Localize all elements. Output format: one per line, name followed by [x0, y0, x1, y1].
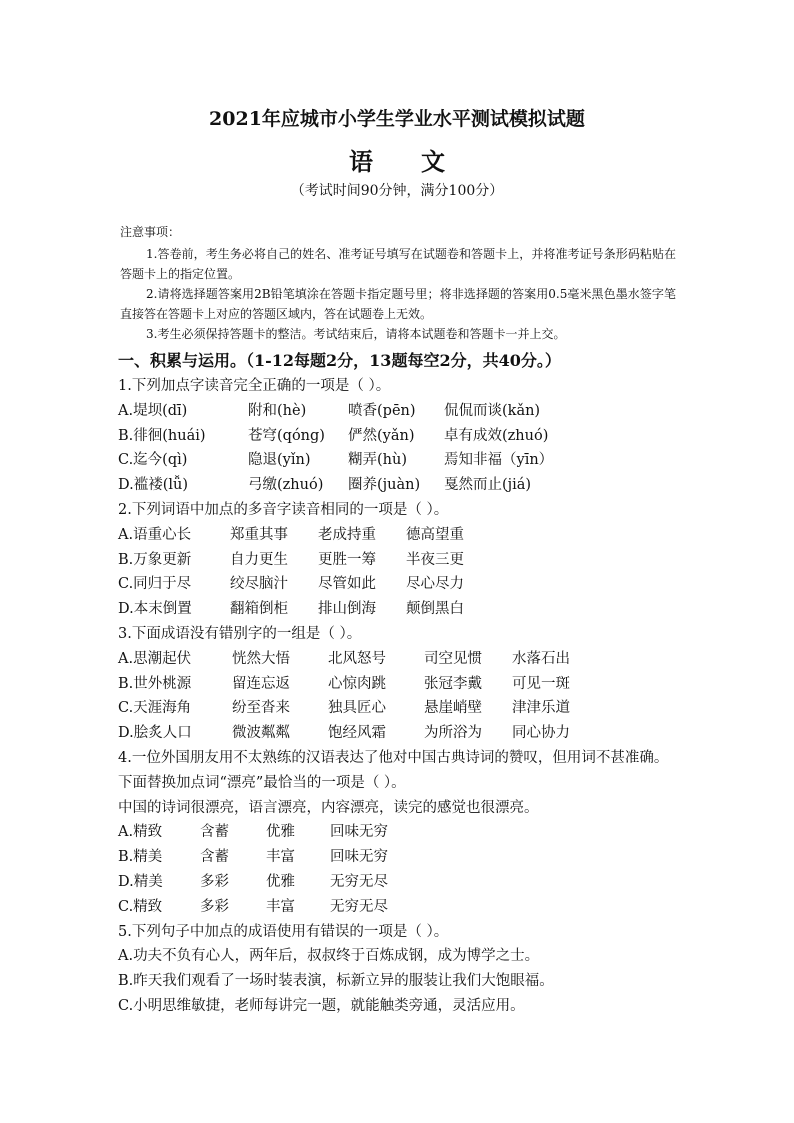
option-row	[118, 572, 678, 597]
option-cell: 圈养(juàn)	[348, 477, 421, 494]
option-row	[118, 448, 678, 473]
option-cell: 无穷无尽	[330, 873, 388, 890]
option-cell: 尽心尽力	[406, 576, 464, 593]
exam-title: 2021年应城市小学生学业水平测试模拟试题	[209, 108, 585, 130]
option-cell: 津津乐道	[512, 700, 570, 717]
option-sentence: B.昨天我们观看了一场时装表演，标新立异的服装让我们大饱眼福。	[118, 973, 554, 990]
option-cell: 微波粼粼	[232, 725, 290, 742]
option-cell: C.迄今(qì)	[118, 452, 188, 469]
option-row	[118, 895, 678, 920]
option-cell: 尽管如此	[318, 576, 376, 593]
option-row	[118, 473, 678, 498]
option-cell: 多彩	[200, 898, 229, 915]
question-stem: 4.一位外国朋友用不太熟练的汉语表达了他对中国古典诗词的赞叹，但用词不甚准确。下面替换加点词“漂亮”最恰当的一项是（ ）。	[118, 749, 669, 791]
option-row	[118, 597, 678, 622]
option-cell: 郑重其事	[230, 526, 288, 543]
option-cell: 翻箱倒柜	[230, 601, 288, 618]
option-cell: 卓有成效(zhuó)	[444, 427, 549, 444]
notes-block	[120, 222, 676, 344]
option-cell: 司空见惯	[424, 650, 482, 667]
option-cell: D.本末倒置	[118, 601, 192, 618]
option-cell: 回味无穷	[330, 849, 388, 866]
option-cell: 回味无穷	[330, 824, 388, 841]
option-row	[118, 672, 678, 697]
option-row	[118, 424, 678, 449]
option-cell: B.徘徊(huái)	[118, 427, 206, 444]
note-item: 1.答卷前，考生务必将自己的姓名、准考证号填写在试题卷和答题卡上，并将准考证号条形码粘贴在答题卡上的指定位置。	[120, 247, 676, 281]
note-item: 3.考生必须保持答题卡的整洁。考试结束后，请将本试题卷和答题卡一并上交。	[146, 327, 566, 341]
option-cell: A.思潮起伏	[118, 650, 192, 667]
option-cell: 同心协力	[512, 725, 570, 742]
option-cell: 侃侃而谈(kǎn)	[444, 402, 541, 419]
option-cell: C.天涯海角	[118, 700, 192, 717]
option-cell: 为所浴为	[424, 725, 482, 742]
option-cell: 绞尽脑汁	[230, 576, 288, 593]
option-cell: 颠倒黑白	[406, 601, 464, 618]
option-cell: 张冠李戴	[424, 675, 482, 692]
option-cell: A.堤坝(dī)	[118, 402, 188, 419]
option-cell: 隐退(yǐn)	[248, 452, 311, 469]
option-cell: 丰富	[266, 849, 295, 866]
option-cell: 含蓄	[200, 849, 229, 866]
notes-heading: 注意事项：	[120, 225, 181, 239]
option-cell: 恍然大悟	[232, 650, 290, 667]
option-row	[118, 820, 678, 845]
option-cell: 弓缴(zhuó)	[248, 477, 324, 494]
option-cell: 更胜一筹	[318, 551, 376, 568]
option-cell: 戛然而止(jiá)	[444, 477, 532, 494]
subject-title: 语文	[349, 147, 493, 176]
option-cell: 苍穹(qóng)	[248, 427, 325, 444]
questions	[118, 374, 678, 1019]
question-stem: 3.下面成语没有错别字的一组是（ ）。	[118, 625, 362, 642]
option-cell: 糊弄(hù)	[348, 452, 407, 469]
option-row	[118, 548, 678, 573]
option-cell: D.精美	[118, 873, 163, 890]
option-cell: 焉知非福（yīn）	[444, 452, 554, 469]
note-item: 2.请将选择题答案用2B铅笔填涂在答题卡指定题号里；将非选择题的答案用0.5毫米黑色墨水签字笔直接答在答题卡上对应的答题区域内，答在试题卷上无效。	[120, 287, 676, 321]
option-cell: 独具匠心	[328, 700, 386, 717]
option-cell: B.世外桃源	[118, 675, 192, 692]
option-row	[118, 647, 678, 672]
option-row	[118, 523, 678, 548]
option-cell: 老成持重	[318, 526, 376, 543]
option-cell: 北风怒号	[328, 650, 386, 667]
option-cell: A.语重心长	[118, 526, 192, 543]
option-cell: A.精致	[118, 824, 163, 841]
option-cell: 附和(hè)	[248, 402, 307, 419]
option-cell: 排山倒海	[318, 601, 376, 618]
time-info: （考试时间90分钟，满分100分）	[290, 183, 504, 199]
option-cell: 优雅	[266, 873, 295, 890]
section-heading: 一、积累与运用。（1-12每题2分，13题每空2分，共40分。）	[118, 351, 561, 370]
quoted-sentence: 中国的诗词很漂亮，语言漂亮，内容漂亮，读完的感觉也很漂亮。	[118, 799, 539, 816]
option-row	[118, 721, 678, 746]
option-cell: 俨然(yǎn)	[348, 427, 415, 444]
option-row	[118, 870, 678, 895]
option-cell: D.褴褛(lǚ)	[118, 477, 189, 494]
option-row	[118, 845, 678, 870]
option-cell: 丰富	[266, 898, 295, 915]
option-cell: C.精致	[118, 898, 163, 915]
option-sentence: C.小明思维敏捷，老师每讲完一题，就能触类旁通，灵活应用。	[118, 997, 525, 1014]
option-cell: 无穷无尽	[330, 898, 388, 915]
option-cell: 含蓄	[200, 824, 229, 841]
option-cell: 饱经风霜	[328, 725, 386, 742]
option-cell: B.精美	[118, 849, 163, 866]
question-stem: 1.下列加点字读音完全正确的一项是（ ）。	[118, 378, 391, 394]
option-cell: 优雅	[266, 824, 295, 841]
option-cell: 心惊肉跳	[328, 675, 386, 692]
option-row	[118, 399, 678, 424]
option-sentence: A.功夫不负有心人，两年后，叔叔终于百炼成钢，成为博学之士。	[118, 948, 540, 965]
option-cell: 留连忘返	[232, 675, 290, 692]
option-cell: 自力更生	[230, 551, 288, 568]
question-stem: 2.下列词语中加点的多音字读音相同的一项是（ ）。	[118, 501, 449, 518]
option-cell: D.脍炙人口	[118, 725, 192, 742]
option-cell: C.同归于尽	[118, 576, 192, 593]
option-cell: 纷至沓来	[232, 700, 290, 717]
option-cell: 德高望重	[406, 526, 464, 543]
option-cell: 多彩	[200, 873, 229, 890]
option-cell: 可见一斑	[512, 675, 570, 692]
option-cell: B.万象更新	[118, 551, 192, 568]
option-cell: 半夜三更	[406, 551, 464, 568]
option-cell: 水落石出	[512, 650, 570, 667]
option-cell: 喷香(pēn)	[348, 402, 416, 419]
option-cell: 悬崖峭壁	[424, 700, 482, 717]
question-stem: 5.下列句子中加点的成语使用有错误的一项是（ ）。	[118, 923, 449, 940]
option-row	[118, 696, 678, 721]
